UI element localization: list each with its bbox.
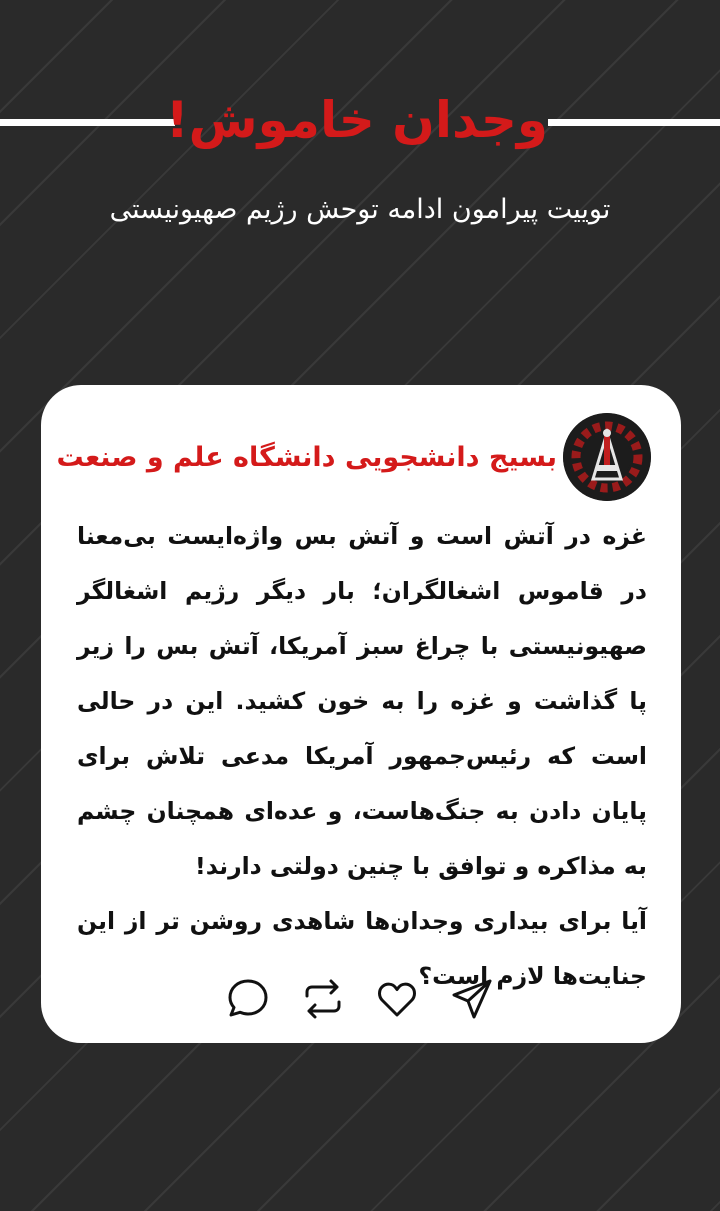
tweet-header [56,413,651,501]
basij-logo-icon [563,413,651,501]
share-icon [450,977,494,1021]
tweet-text [77,509,647,1004]
comment-button[interactable] [224,975,272,1023]
share-button[interactable] [448,975,496,1023]
like-button[interactable] [373,975,421,1023]
comment-icon [226,977,270,1021]
tweet-paragraph: آیا برای بیداری وجدان‌ها شاهدی روشن تر از این جنایت‌ها لازم است؟ [77,907,647,990]
account-name[interactable]: بسیج دانشجویی دانشگاه علم و صنعت [56,441,557,473]
page-subtitle: توییت پیرامون ادامه توحش رژیم صهیونیستی [109,194,611,225]
retweet-button[interactable] [299,975,347,1023]
page-title: وجدان خاموش! [165,91,548,149]
retweet-icon [301,977,345,1021]
like-icon [375,977,419,1021]
tweet-card [41,385,681,1043]
avatar[interactable] [563,413,651,501]
tweet-actions [224,975,496,1023]
title-divider-left [0,119,175,126]
title-divider-right [548,119,720,126]
tweet-paragraph: غزه در آتش است و آتش بس واژه‌ایست بی‌معنا در قاموس اشغالگران؛ بار دیگر رژیم اشغالگر صهیونیستی با چراغ سبز آمریکا، آتش بس را زیر پا گذاشت و غزه را به خون کشید. این در حالی است که رئیس‌جمهور آمریکا مدعی تلاش برای پایان دادن به جنگ‌هاست، و عده‌ای همچنان چشم به مذاکره و توافق با چنین دولتی دارند! [77,522,647,880]
